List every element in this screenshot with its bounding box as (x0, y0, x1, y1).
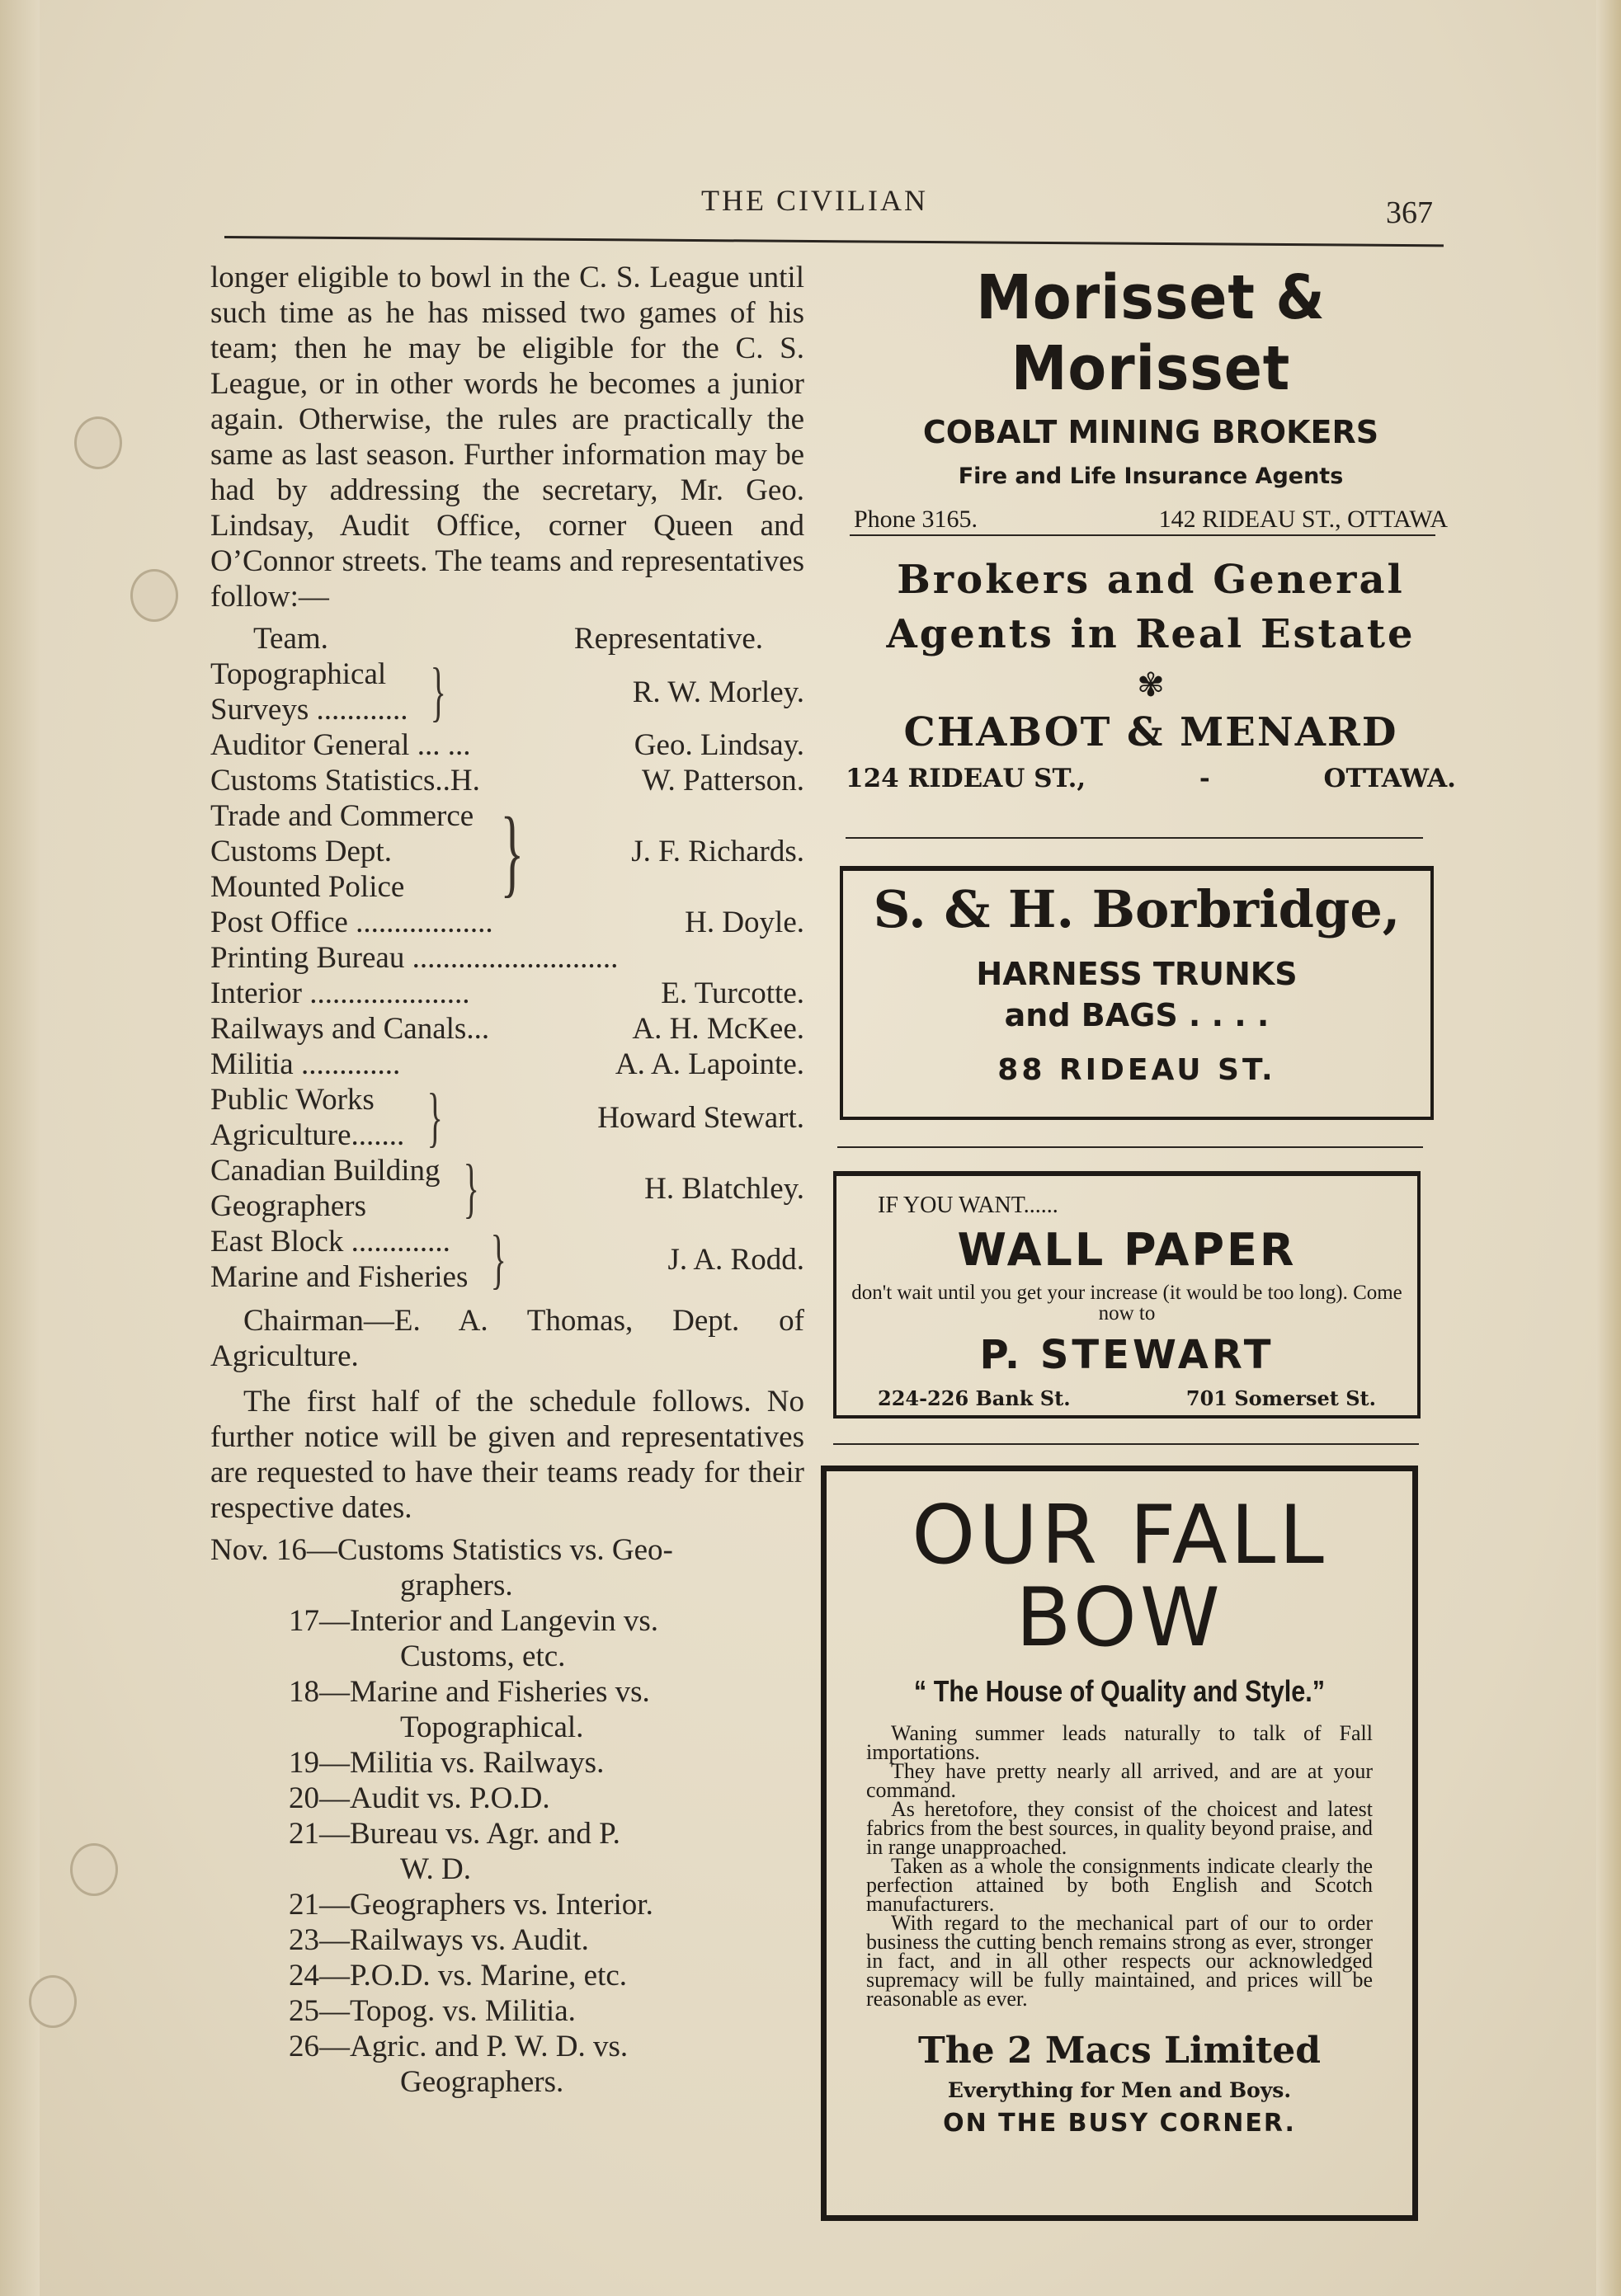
ad-phone: Phone 3165. (854, 506, 978, 533)
ad-line: ON THE BUSY CORNER. (943, 2109, 1296, 2138)
roster-team: Customs Dept. (210, 835, 392, 868)
ad-borbridge (840, 866, 1434, 1120)
roster-team: Militia ............. (210, 1047, 401, 1081)
ad-line: Fire and Life Insurance Agents (958, 463, 1344, 489)
ad-line: IF YOU WANT...... (878, 1193, 1058, 1218)
punch-hole (70, 1843, 118, 1896)
roster-row (210, 1153, 804, 1224)
ad-address-2: 701 Somerset St. (1185, 1386, 1376, 1410)
roster-representative: A. A. Lapointe. (615, 1047, 804, 1081)
ad-paragraph: They have pretty nearly all arrived, and are at your command. (866, 1759, 1373, 1802)
chairman-line: Chairman—E. A. Thomas, Dept. of Agriculture. (210, 1304, 804, 1373)
ad-paragraph: As heretofore, they consist of the choicest and latest fabrics from the best sources, in quality beyond praise, and in range unapproached. (866, 1797, 1373, 1859)
schedule-line: Geographers. (400, 2065, 564, 2099)
roster-representative: H. Blatchley. (644, 1171, 804, 1206)
ad-paragraph: Taken as a whole the consignments indicate clearly the perfection attained by both English and Scotch manufacturers. (866, 1854, 1373, 1916)
brace-icon: } (426, 1081, 444, 1154)
ad-line: HARNESS TRUNKS (976, 956, 1298, 992)
roster-row (210, 1082, 804, 1153)
ornament-icon: ✾ (1137, 666, 1165, 704)
roster-row (210, 1011, 804, 1047)
ad-line: Everything for Men and Boys. (947, 2078, 1292, 2102)
ad-chabot-menard (846, 553, 1456, 793)
divider (850, 534, 1435, 536)
ad-stewart (833, 1171, 1421, 1419)
schedule-line: 21—Bureau vs. Agr. and P. (289, 1817, 620, 1851)
brace-icon: } (463, 1152, 479, 1225)
schedule-line: graphers. (400, 1569, 513, 1602)
page-number: 367 (1386, 195, 1433, 230)
ad-address: 142 RIDEAU ST., OTTAWA (1158, 506, 1448, 533)
roster-team: Mounted Police (210, 870, 405, 904)
roster-header (210, 621, 804, 656)
ad-city: OTTAWA. (1323, 764, 1456, 793)
roster-team: Public Works (210, 1083, 375, 1117)
ad-morisset (846, 262, 1456, 534)
roster-team: Auditor General ... ... (210, 728, 471, 762)
roster-row (210, 940, 804, 976)
divider (846, 837, 1423, 839)
roster-team: Surveys ............ (210, 693, 408, 727)
roster-team: Printing Bureau ........................... (210, 941, 619, 975)
roster-team-heading: Team. (253, 622, 328, 656)
brace-icon: } (500, 796, 525, 906)
team-roster (210, 621, 804, 1295)
divider (833, 1443, 1419, 1445)
ad-dash: - (1199, 764, 1210, 793)
ad-headline: BOW (1015, 1571, 1223, 1665)
brace-icon: } (490, 1223, 507, 1296)
roster-team: Topographical (210, 657, 387, 691)
header-rule (224, 236, 1444, 247)
roster-team: Interior ..................... (210, 976, 470, 1010)
roster-row (210, 656, 804, 727)
roster-representative: H. Doyle. (685, 906, 804, 939)
ad-headline: Brokers and General (897, 557, 1405, 603)
roster-row (210, 905, 804, 940)
ad-address-1: 224-226 Bank St. (878, 1386, 1071, 1410)
ad-contact (846, 506, 1456, 534)
roster-representative: R. W. Morley. (632, 675, 804, 709)
roster-team: Marine and Fisheries (210, 1260, 469, 1294)
ad-address: 88 RIDEAU ST. (997, 1053, 1276, 1087)
schedule-line: 18—Marine and Fisheries vs. (289, 1675, 650, 1709)
page-edge (1596, 0, 1621, 2296)
ad-firm-name: P. STEWART (979, 1332, 1275, 1378)
ad-paragraph: Waning summer leads naturally to talk of Fall importations. (866, 1721, 1373, 1764)
article-column (210, 260, 804, 2100)
ad-two-macs (821, 1466, 1418, 2221)
schedule-line: 19—Militia vs. Railways. (289, 1746, 605, 1780)
roster-team: Post Office .................. (210, 906, 493, 939)
schedule-line: 25—Topog. vs. Militia. (289, 1994, 576, 2028)
punch-hole (74, 416, 122, 469)
roster-representative: J. F. Richards. (631, 835, 804, 868)
ad-firm-name: Morisset & Morisset (976, 262, 1326, 404)
roster-representative: J. A. Rodd. (667, 1242, 804, 1277)
divider (837, 1146, 1423, 1148)
ad-headline: Agents in Real Estate (886, 611, 1416, 657)
schedule-line: 26—Agric. and P. W. D. vs. (289, 2030, 629, 2063)
schedule-line: Topographical. (400, 1710, 584, 1744)
schedule-line: Nov. 16—Customs Statistics vs. Geo- (210, 1533, 673, 1567)
punch-hole (130, 569, 178, 622)
article-paragraph: longer eligible to bowl in the C. S. League until such time as he has missed two games of his team; then he may be eligible for the C. S. League, or in other words he becomes a junior again. Otherwise, the rules are practically the same as last season. Further information may be had by addressing the secretary, Mr. Geo. Lindsay, Audit Office, corner Queen and O’Connor streets. The teams and representatives follow:— (210, 261, 804, 614)
roster-representative: Geo. Lindsay. (634, 728, 804, 762)
schedule-line: Customs, etc. (400, 1640, 566, 1673)
schedule-line: 24—P.O.D. vs. Marine, etc. (289, 1959, 628, 1993)
ad-address (846, 764, 1456, 793)
ad-headline: OUR FALL (912, 1489, 1327, 1583)
roster-rows (210, 656, 804, 1295)
roster-team: Geographers (210, 1189, 367, 1223)
roster-team: Canadian Building (210, 1154, 441, 1188)
ad-line: and BAGS . . . . (1004, 997, 1270, 1033)
roster-team: East Block ............. (210, 1225, 450, 1259)
ad-headline: WALL PAPER (957, 1224, 1297, 1276)
schedule-line: 20—Audit vs. P.O.D. (289, 1781, 550, 1815)
ad-address (836, 1386, 1417, 1410)
roster-team: Agriculture....... (210, 1118, 405, 1152)
punch-hole (29, 1975, 77, 2028)
schedule-list (210, 1532, 804, 2100)
roster-representative: Howard Stewart. (597, 1100, 804, 1135)
running-title: THE CIVILIAN (701, 184, 928, 217)
roster-representative: A. H. McKee. (632, 1012, 804, 1046)
ad-paragraph: With regard to the mechanical part of our to order business the cutting bench remains strong as ever, stronger in fact, and in all other respects our acknowledged supremacy will be fully maintained, and prices will be reasonable as ever. (866, 1911, 1373, 2011)
roster-row (210, 798, 804, 905)
roster-representative: E. Turcotte. (661, 976, 804, 1010)
ad-body (827, 1721, 1412, 2011)
ad-firm-name: S. & H. Borbridge, (873, 879, 1401, 939)
schedule-intro: The first half of the schedule follows. No further notice will be given and representatives are requested to have their teams ready for their respective dates. (210, 1385, 804, 1525)
schedule-line: 17—Interior and Langevin vs. (289, 1604, 658, 1638)
ad-firm-name: The 2 Macs Limited (917, 2030, 1322, 2072)
brace-icon: } (431, 656, 447, 728)
schedule-line: 23—Railways vs. Audit. (289, 1923, 589, 1957)
ad-line: COBALT MINING BROKERS (922, 414, 1379, 450)
binding-edge (0, 0, 40, 2296)
roster-team: Railways and Canals... (210, 1012, 490, 1046)
ad-tagline: “ The House of Quality and Style.” (913, 1674, 1326, 1708)
roster-row (210, 976, 804, 1011)
roster-team: Trade and Commerce (210, 799, 474, 833)
roster-team: Customs Statistics..H. (210, 764, 480, 797)
roster-row (210, 1224, 804, 1295)
roster-representative: W. Patterson. (642, 764, 804, 797)
roster-row (210, 763, 804, 798)
ad-street: 124 RIDEAU ST., (846, 764, 1086, 793)
schedule-line: 21—Geographers vs. Interior. (289, 1888, 653, 1922)
roster-row (210, 1047, 804, 1082)
roster-row (210, 727, 804, 763)
schedule-line: W. D. (400, 1852, 471, 1886)
ad-firm-name: CHABOT & MENARD (903, 709, 1398, 755)
ad-copy: don't wait until you get your increase (it would be too long). Come now to (851, 1282, 1402, 1324)
roster-rep-heading: Representative. (573, 622, 763, 656)
